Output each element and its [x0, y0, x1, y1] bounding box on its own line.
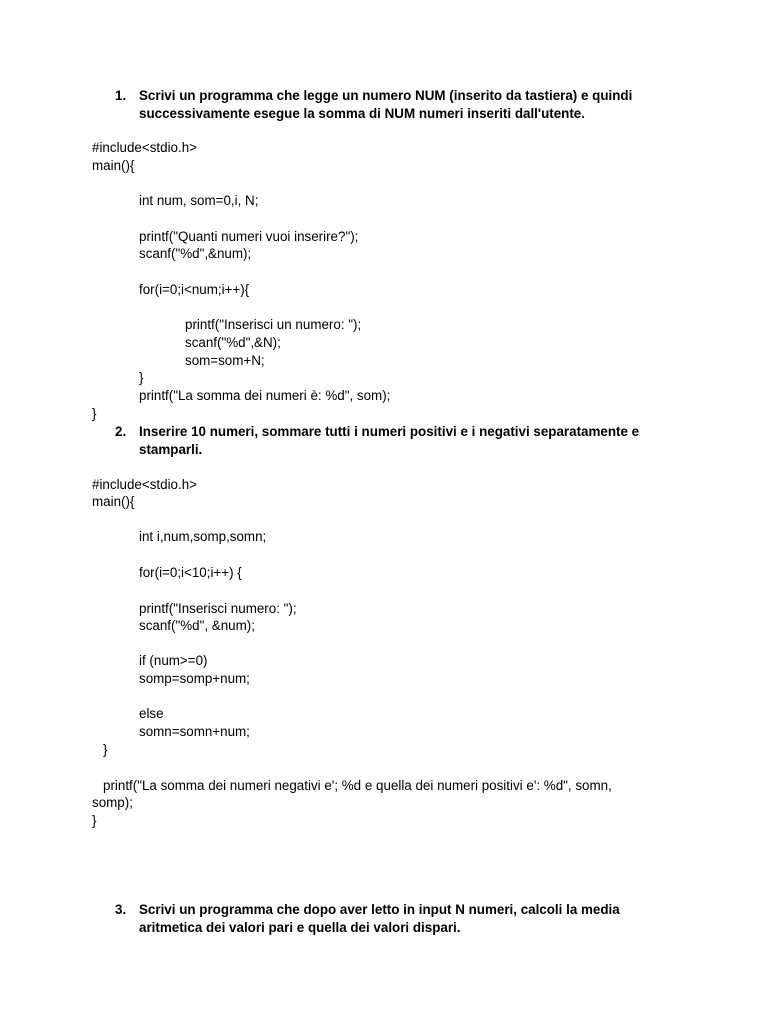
code-line: scanf("%d", &num); — [139, 618, 255, 633]
code-line: somp=somp+num; — [139, 671, 250, 686]
code-line: main(){ — [92, 494, 135, 509]
code-line: } — [92, 813, 97, 828]
question-text: Scrivi un programma che dopo aver letto in input N numeri, calcoli la media aritmetica dei valori pari e quella dei valori dispari. — [139, 902, 620, 935]
code-line: somn=somn+num; — [139, 724, 250, 739]
code-line: else — [139, 706, 164, 721]
code-line: printf("Quanti numeri vuoi inserire?"); — [139, 229, 359, 244]
question-number: 3. — [115, 902, 127, 917]
code-line: } — [139, 370, 144, 385]
code-line: printf("Inserisci un numero: "); — [185, 317, 362, 332]
code-line: printf("Inserisci numero: "); — [139, 601, 297, 616]
code-line: printf("La somma dei numeri negativi e'; %d e quella dei numeri positivi e': %d", somn, — [103, 778, 612, 793]
question-number: 2. — [115, 424, 127, 439]
code-line: int i,num,somp,somn; — [139, 529, 267, 544]
code-line: int num, som=0,i, N; — [139, 193, 259, 208]
code-line: scanf("%d",&num); — [139, 246, 252, 261]
code-line: main(){ — [92, 158, 135, 173]
code-line: som=som+N; — [185, 353, 265, 368]
code-line: scanf("%d",&N); — [185, 335, 281, 350]
code-line: printf("La somma dei numeri è: %d", som); — [139, 388, 391, 403]
code-line: #include<stdio.h> — [92, 140, 197, 155]
code-line: } — [103, 742, 108, 757]
code-line: if (num>=0) — [139, 653, 208, 668]
code-line: for(i=0;i<10;i++) { — [139, 565, 242, 580]
question-text: Scrivi un programma che legge un numero NUM (inserito da tastiera) e quindi successivamente esegue la somma di NUM numeri inseriti dall'utente. — [139, 88, 633, 121]
question-text: Inserire 10 numeri, sommare tutti i numeri positivi e i negativi separatamente e stamparli. — [139, 424, 640, 457]
code-line: } — [92, 406, 97, 421]
code-line: for(i=0;i<num;i++){ — [139, 282, 250, 297]
code-line: somp); — [92, 795, 133, 810]
code-line: #include<stdio.h> — [92, 477, 197, 492]
question-number: 1. — [115, 88, 127, 103]
